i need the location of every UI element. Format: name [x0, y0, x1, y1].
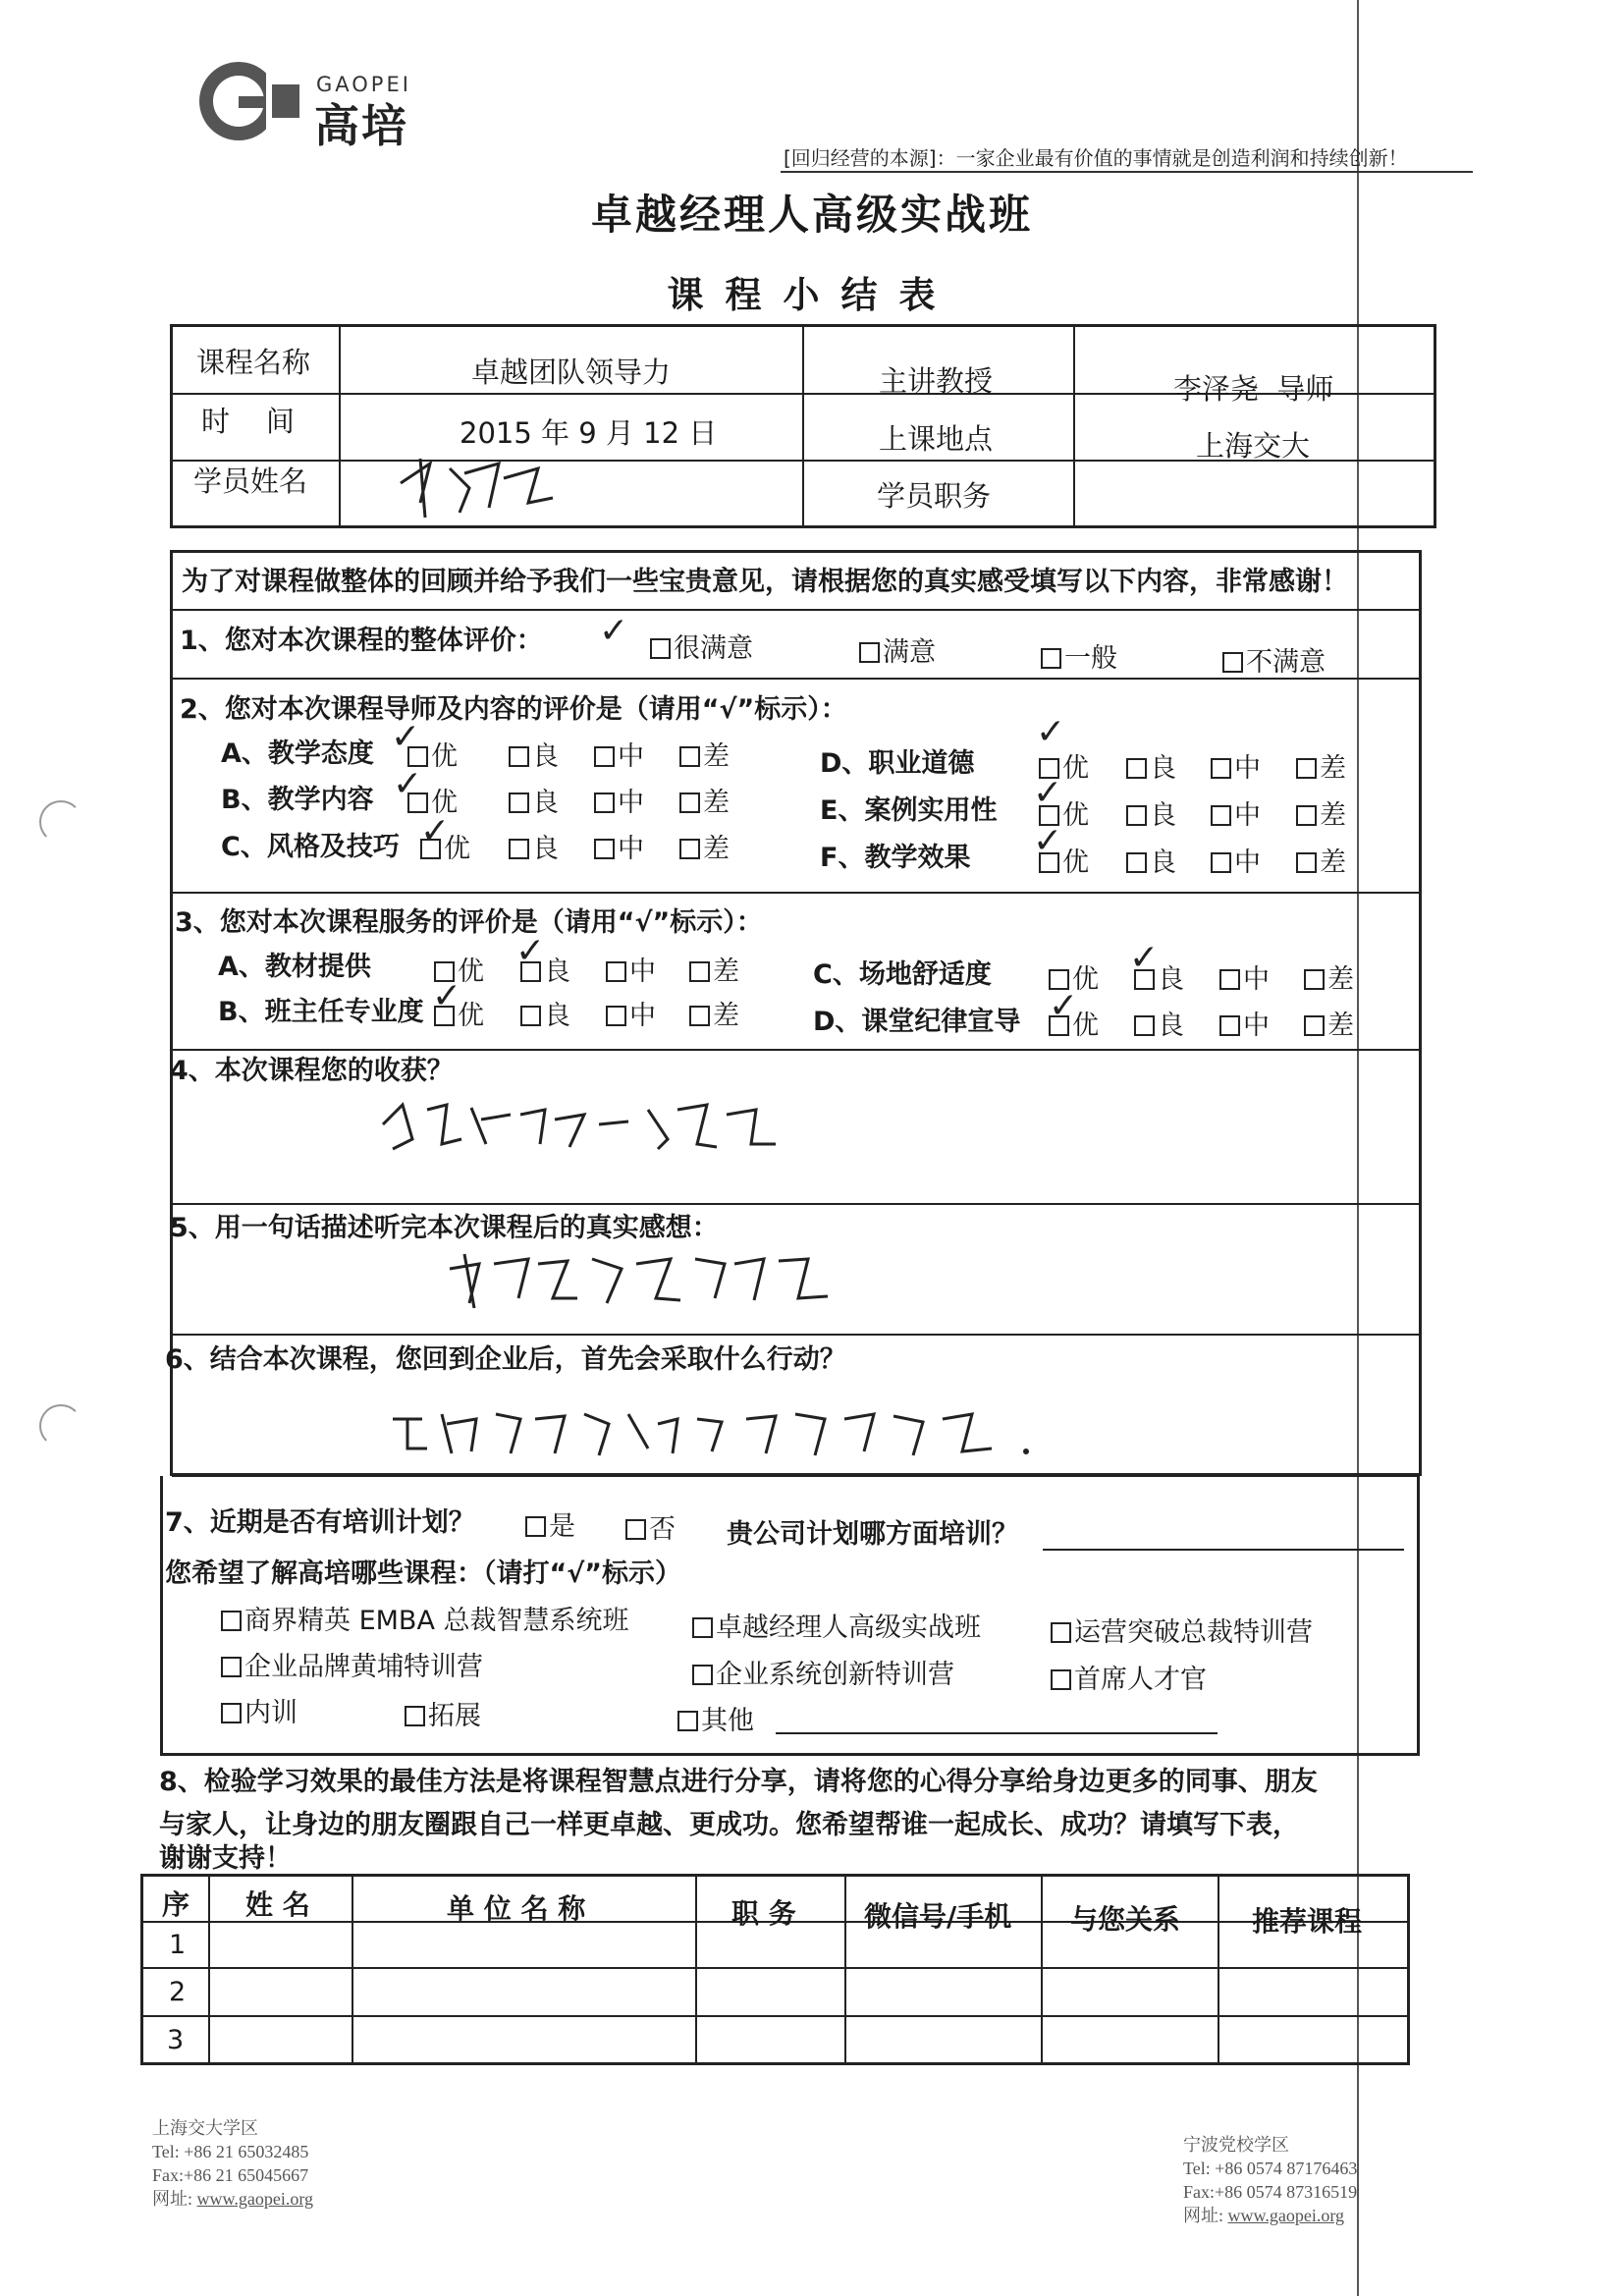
q2-d-label: D、职业道德	[820, 748, 975, 779]
q2-f-grade-excellent[interactable]: 优	[1039, 841, 1089, 879]
course-option-other[interactable]: 其他	[677, 1699, 754, 1737]
q3-d-label: D、课堂纪律宣导	[813, 1007, 1021, 1037]
q2-e-grade-fair[interactable]: 中	[1211, 793, 1261, 832]
q1-option-very-satisfied[interactable]: 很满意	[650, 627, 753, 665]
professor-label: 主讲教授	[879, 364, 994, 398]
header-divider	[781, 171, 1473, 173]
q3-text: 3、您对本次课程服务的评价是（请用“√”标示）：	[175, 907, 763, 938]
table-divider	[1041, 1876, 1043, 2063]
location-value: 上海交大	[1196, 429, 1311, 463]
logo-english-text: GAOPEI	[316, 73, 411, 96]
q2-a-grade-fair[interactable]: 中	[594, 735, 644, 773]
header-slogan: [回归经营的本源]：一家企业最有价值的事情就是创造利润和持续创新！	[784, 146, 1408, 170]
q7-no-option[interactable]: 否	[625, 1507, 676, 1546]
checkmark-icon: ✓	[1033, 773, 1063, 813]
form-subtitle: 课程小结表	[667, 274, 957, 316]
date-value: 2015 年 9 月 12 日	[460, 416, 718, 450]
q2-b-label: B、教学内容	[221, 785, 374, 815]
q3-a-label: A、教材提供	[218, 952, 371, 982]
q7-which-training-text: 贵公司计划哪方面培训？	[727, 1519, 1018, 1550]
q7-text: 7、近期是否有培训计划？	[165, 1507, 475, 1538]
q7-which-training-field[interactable]	[1043, 1549, 1404, 1551]
section-divider	[172, 1334, 1420, 1336]
checkmark-icon: ✓	[1033, 821, 1063, 861]
student-name-label: 学员姓名	[193, 465, 308, 498]
table-divider	[1073, 326, 1075, 526]
q3-c-label: C、场地舒适度	[813, 959, 992, 990]
footer-left-web-label: 网址:	[152, 2189, 193, 2209]
checkmark-icon: ✓	[599, 611, 629, 651]
q6-handwritten-answer	[383, 1394, 1051, 1463]
checkmark-icon: ✓	[1049, 986, 1079, 1026]
q2-b-grade-good[interactable]: 良	[509, 781, 559, 819]
q2-c-label: C、风格及技巧	[221, 832, 400, 862]
q3-c-grade-poor[interactable]: 差	[1304, 957, 1354, 996]
q8-text-line1: 8、检验学习效果的最佳方法是将课程智慧点进行分享，请将您的心得分享给身边更多的同事、朋友	[159, 1767, 1318, 1797]
checkmark-icon: ✓	[515, 931, 546, 971]
q3-a-grade-poor[interactable]: 差	[689, 950, 739, 988]
table-divider	[339, 326, 341, 526]
section-divider	[172, 1203, 1420, 1205]
q5-text: 5、用一句话描述听完本次课程后的真实感想：	[170, 1213, 719, 1243]
q3-c-grade-good[interactable]: 良	[1134, 957, 1184, 996]
referral-row-index: 3	[167, 2025, 185, 2055]
checkmark-icon: ✓	[391, 717, 421, 757]
q2-d-grade-good[interactable]: 良	[1126, 746, 1176, 785]
course-option-brand[interactable]: 企业品牌黄埔特训营	[221, 1645, 483, 1683]
course-option-emba[interactable]: 商界精英 EMBA 总裁智慧系统班	[221, 1599, 629, 1637]
q2-c-grade-fair[interactable]: 中	[594, 827, 644, 865]
footer-right-tel: Tel: +86 0574 87176463	[1183, 2159, 1358, 2178]
checkmark-icon: ✓	[1036, 712, 1066, 752]
col-header-name: 姓 名	[245, 1888, 310, 1921]
q3-b-grade-excellent[interactable]: 优	[434, 994, 484, 1032]
q8-text-line3: 谢谢支持！	[159, 1843, 292, 1874]
location-label: 上课地点	[879, 422, 994, 456]
q2-b-grade-fair[interactable]: 中	[594, 781, 644, 819]
course-option-manager[interactable]: 卓越经理人高级实战班	[692, 1606, 981, 1644]
course-option-talent-officer[interactable]: 首席人才官	[1051, 1658, 1207, 1696]
punch-hole-mark	[39, 800, 82, 844]
time-label: 时 间	[201, 405, 295, 438]
student-signature	[391, 444, 568, 522]
course-option-innovation[interactable]: 企业系统创新特训营	[692, 1653, 954, 1691]
q2-c-grade-excellent[interactable]: 优	[420, 827, 470, 865]
course-other-field[interactable]	[776, 1732, 1218, 1734]
q2-d-grade-excellent[interactable]: 优	[1039, 746, 1089, 785]
q3-d-grade-good[interactable]: 良	[1134, 1004, 1184, 1042]
footer-right-website-link[interactable]: www.gaopei.org	[1227, 2206, 1344, 2225]
q2-a-grade-poor[interactable]: 差	[679, 735, 730, 773]
position-label: 学员职务	[877, 479, 992, 513]
table-divider	[352, 1876, 353, 2063]
q2-f-grade-fair[interactable]: 中	[1211, 841, 1261, 879]
q3-d-grade-fair[interactable]: 中	[1219, 1004, 1270, 1042]
q3-b-grade-good[interactable]: 良	[520, 994, 570, 1032]
q2-e-grade-good[interactable]: 良	[1126, 793, 1176, 832]
col-header-relation: 与您关系	[1070, 1903, 1181, 1936]
section-divider	[172, 609, 1420, 611]
q2-a-grade-good[interactable]: 良	[509, 735, 559, 773]
punch-hole-mark	[39, 1404, 82, 1448]
course-option-internal[interactable]: 内训	[221, 1691, 298, 1729]
q3-d-grade-poor[interactable]: 差	[1304, 1004, 1354, 1042]
q5-handwritten-answer	[440, 1239, 852, 1313]
q3-b-grade-fair[interactable]: 中	[606, 994, 656, 1032]
q2-e-grade-excellent[interactable]: 优	[1039, 793, 1089, 832]
q3-a-grade-good[interactable]: 良	[520, 950, 570, 988]
q1-option-average[interactable]: 一般	[1041, 636, 1117, 675]
referral-row-index: 2	[169, 1977, 187, 2007]
q2-f-label: F、教学效果	[820, 843, 971, 873]
referral-row-index: 1	[169, 1930, 187, 1960]
checkmark-icon: ✓	[420, 811, 451, 851]
q6-text: 6、结合本次课程，您回到企业后，首先会采取什么行动？	[165, 1344, 846, 1375]
footer-left-tel: Tel: +86 21 65032485	[152, 2142, 309, 2161]
q7-yes-option[interactable]: 是	[525, 1504, 575, 1543]
q3-a-grade-excellent[interactable]: 优	[434, 950, 484, 988]
q1-text: 1、您对本次课程的整体评价：	[180, 626, 543, 656]
table-divider	[1218, 1876, 1219, 2063]
q2-b-grade-poor[interactable]: 差	[679, 781, 730, 819]
course-option-operations[interactable]: 运营突破总裁特训营	[1051, 1611, 1313, 1649]
logo-chinese-text: 高培	[314, 99, 408, 152]
footer-right-web-label: 网址:	[1183, 2206, 1224, 2225]
col-header-wechat: 微信号/手机	[864, 1900, 1012, 1933]
col-header-position: 职 务	[731, 1897, 796, 1930]
col-header-index: 序	[162, 1888, 190, 1921]
checkmark-icon: ✓	[432, 976, 462, 1016]
col-header-course: 推荐课程	[1252, 1905, 1363, 1938]
q3-c-grade-excellent[interactable]: 优	[1049, 957, 1099, 996]
q3-b-label: B、班主任专业度	[218, 997, 424, 1027]
section-divider	[172, 892, 1420, 894]
q2-d-grade-fair[interactable]: 中	[1211, 746, 1261, 785]
q2-text: 2、您对本次课程导师及内容的评价是（请用“√”标示）：	[180, 694, 847, 725]
footer-left-name: 上海交大学区	[152, 2118, 258, 2138]
q2-c-grade-good[interactable]: 良	[509, 827, 559, 865]
q7-courses-text: 您希望了解高培哪些课程：（请打“√”标示）	[165, 1558, 681, 1589]
table-divider	[844, 1876, 846, 2063]
q4-text: 4、本次课程您的收获？	[170, 1056, 454, 1086]
q2-d-grade-poor[interactable]: 差	[1296, 746, 1346, 785]
table-divider	[802, 326, 804, 526]
q2-e-grade-poor[interactable]: 差	[1296, 793, 1346, 832]
footer-left-fax: Fax:+86 21 65045667	[152, 2165, 309, 2185]
footer-ningbo-campus	[1183, 2133, 1357, 2227]
footer-right-fax: Fax:+86 0574 87316519	[1183, 2182, 1358, 2202]
footer-shanghai-campus	[152, 2116, 313, 2211]
course-name-value: 卓越团队领导力	[471, 355, 672, 389]
course-name-label: 课程名称	[196, 346, 311, 379]
q2-c-grade-poor[interactable]: 差	[679, 827, 730, 865]
q4-handwritten-answer	[373, 1090, 785, 1159]
course-option-outdoor[interactable]: 拓展	[405, 1694, 481, 1732]
table-divider	[695, 1876, 697, 2063]
checkmark-icon: ✓	[393, 764, 423, 804]
q3-c-grade-fair[interactable]: 中	[1219, 957, 1270, 996]
col-header-company: 单 位 名 称	[447, 1892, 586, 1925]
q2-b-grade-excellent[interactable]: 优	[407, 781, 458, 819]
table-divider	[208, 1876, 210, 2063]
q3-b-grade-poor[interactable]: 差	[689, 994, 739, 1032]
checkmark-icon: ✓	[1129, 938, 1160, 978]
q1-option-satisfied[interactable]: 满意	[859, 630, 936, 669]
footer-right-name: 宁波党校学区	[1183, 2135, 1289, 2155]
q2-f-grade-good[interactable]: 良	[1126, 841, 1176, 879]
professor-value: 李泽尧 导师	[1173, 372, 1334, 406]
survey-intro: 为了对课程做整体的回顾并给予我们一些宝贵意见，请根据您的真实感受填写以下内容，非常感谢！	[182, 567, 1348, 597]
section-divider	[172, 678, 1420, 680]
q2-a-label: A、教学态度	[221, 738, 374, 769]
form-title: 卓越经理人高级实战班	[590, 191, 1033, 239]
q2-a-grade-excellent[interactable]: 优	[407, 735, 458, 773]
q3-d-grade-excellent[interactable]: 优	[1049, 1004, 1099, 1042]
q1-option-dissatisfied[interactable]: 不满意	[1222, 640, 1326, 679]
q2-f-grade-poor[interactable]: 差	[1296, 841, 1346, 879]
q3-a-grade-fair[interactable]: 中	[606, 950, 656, 988]
q8-text-line2: 与家人，让身边的朋友圈跟自己一样更卓越、更成功。您希望帮谁一起成长、成功？请填写下表，	[159, 1810, 1299, 1840]
footer-left-website-link[interactable]: www.gaopei.org	[196, 2189, 313, 2209]
q2-e-label: E、案例实用性	[820, 795, 998, 826]
